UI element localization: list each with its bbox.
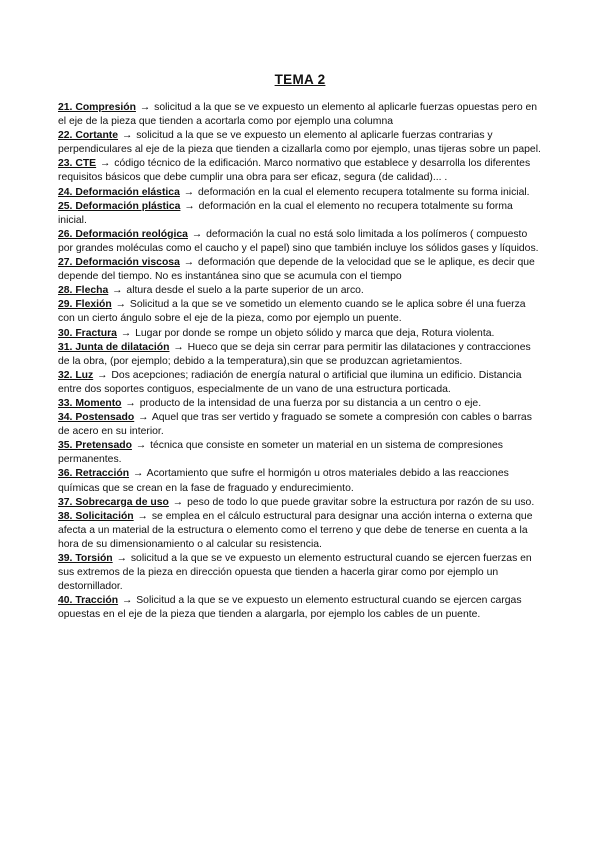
glossary-list (58, 101, 544, 622)
entry-term: 22. Cortante (58, 130, 119, 142)
arrow-icon: → (112, 285, 123, 297)
glossary-entry (58, 467, 544, 495)
arrow-icon: → (139, 102, 151, 113)
entry-definition: solicitud a la que se ve expuesto un elemento al aplicarle fuerzas opuestas pero en el eje de la pieza que tienden a acortarla como por ejemplo una columna (58, 102, 538, 128)
glossary-entry (58, 341, 544, 369)
arrow-icon: → (115, 299, 126, 311)
entry-term: 33. Momento (58, 397, 122, 409)
glossary-entry (58, 327, 544, 341)
arrow-icon: → (137, 510, 148, 522)
entry-definition: deformación la cual no está solo limitada a los polímeros ( compuesto por grandes moléculas como el caucho y el papel) sino que también incluye los sólidos gases y líquidos. (58, 228, 539, 254)
entry-definition: Lugar por donde se rompe un objeto sólido y marca que deja, Rotura violenta. (135, 327, 495, 339)
arrow-icon: → (138, 412, 149, 424)
entry-term: 30. Fractura (58, 327, 117, 339)
entry-term: 29. Flexión (58, 299, 112, 311)
entry-definition: solicitud a la que se ve expuesto un elemento estructural cuando se ejercen fuerzas en sus extremos de la pieza en dirección opuesta que tienden a hacerla girar como por ejemplo un destornillador. (58, 553, 532, 593)
entry-definition: Solicitud a la que se ve sometido un elemento cuando se le aplica sobre él una fuerza con un cierto ángulo sobre el eje de la pieza, como por ejemplo un puente. (58, 299, 526, 325)
entry-term: 37. Sobrecarga de uso (58, 496, 169, 508)
glossary-entry (58, 439, 544, 467)
glossary-entry (58, 186, 544, 200)
entry-term: 28. Flecha (58, 285, 109, 297)
glossary-entry (58, 157, 544, 185)
arrow-icon: → (97, 369, 108, 381)
entry-term: 38. Solicitación (58, 510, 134, 522)
entry-definition: Dos acepciones; radiación de energía natural o artificial que ilumina un edificio. Distancia entre dos soportes contiguos, especialmente de un vano de una estructura porticada. (58, 369, 522, 395)
entry-term: 36. Retracción (58, 468, 130, 480)
glossary-entry (58, 228, 544, 256)
glossary-entry (58, 101, 544, 129)
arrow-icon: → (135, 440, 147, 452)
arrow-icon: → (132, 468, 144, 480)
entry-term: 31. Junta de dilatación (58, 341, 170, 353)
entry-term: 21. Compresión (58, 102, 136, 113)
glossary-entry (58, 411, 544, 439)
glossary-entry (58, 594, 544, 622)
entry-term: 25. Deformación plástica (58, 200, 181, 212)
entry-definition: deformación en la cual el elemento no recupera totalmente su forma inicial. (58, 200, 513, 226)
glossary-entry (58, 298, 544, 326)
entry-definition: Aquel que tras ser vertido y fraguado se somete a compresión con cables o barras de acero en su interior. (58, 412, 532, 438)
arrow-icon: → (173, 341, 184, 353)
page-title: TEMA 2 (274, 72, 326, 87)
glossary-entry (58, 200, 544, 228)
arrow-icon: → (121, 595, 133, 607)
entry-definition: solicitud a la que se ve expuesto un elemento al aplicarle fuerzas contrarias y perpendiculares al eje de la pieza que tienden a cizallarla como por ejemplo, unas tijeras sobre un papel. (58, 130, 541, 156)
entry-term: 27. Deformación viscosa (58, 257, 180, 269)
glossary-entry (58, 284, 544, 298)
arrow-icon: → (121, 130, 133, 142)
entry-term: 40. Tracción (58, 595, 119, 607)
entry-definition: se emplea en el cálculo estructural para designar una acción interna o externa que afecta a un material de la estructura o elemento como el terreno y que debe de tenerse en cuenta a la hora de su dimensionamiento o al calcular su resistencia. (58, 510, 533, 550)
arrow-icon: → (184, 200, 195, 212)
glossary-entry (58, 256, 544, 284)
entry-definition: deformación en la cual el elemento recupera totalmente su forma inicial. (198, 186, 530, 198)
entry-term: 32. Luz (58, 369, 94, 381)
entry-definition: código técnico de la edificación. Marco normativo que establece y desarrolla los diferentes requisitos básicos que debe cumplir una obra para ser eficaz, segura (de calidad)... . (58, 158, 531, 184)
arrow-icon: → (100, 158, 111, 170)
glossary-entry (58, 129, 544, 157)
entry-term: 24. Deformación elástica (58, 186, 180, 198)
entry-definition: Solicitud a la que se ve expuesto un elemento estructural cuando se ejercen cargas opuestas en el eje de la pieza que tienden a alargarla, por ejemplo los cables de un puente. (58, 595, 522, 621)
entry-term: 39. Torsión (58, 553, 113, 564)
entry-term: 26. Deformación reológica (58, 228, 188, 240)
entry-definition: técnica que consiste en someter un material en un sistema de compresiones permanentes. (58, 440, 503, 466)
arrow-icon: → (172, 496, 184, 508)
entry-definition: producto de la intensidad de una fuerza por su distancia a un centro o eje. (139, 397, 482, 409)
arrow-icon: → (183, 186, 195, 198)
glossary-entry (58, 510, 544, 552)
entry-definition: Hueco que se deja sin cerrar para permitir las dilataciones y contracciones de la obra, (por ejemplo; debido a la temperatura),sin que se produzcan agrietamientos. (58, 341, 531, 367)
arrow-icon: → (125, 397, 136, 409)
arrow-icon: → (191, 228, 203, 240)
entry-term: 34. Postensado (58, 412, 135, 424)
glossary-entry (58, 552, 544, 594)
entry-definition: Acortamiento que sufre el hormigón u otros materiales debido a las reacciones químicas que se crean en la fase de fraguado y endurecimiento. (58, 468, 509, 494)
arrow-icon: → (183, 257, 195, 269)
glossary-entry (58, 397, 544, 411)
entry-definition: peso de todo lo que puede gravitar sobre la estructura por razón de su uso. (187, 496, 535, 508)
entry-definition: altura desde el suelo a la parte superior de un arco. (126, 285, 364, 297)
glossary-entry (58, 369, 544, 397)
entry-definition: deformación que depende de la velocidad que se le aplique, es decir que depende del tiempo. No es instantánea sino que se acumula con el tiempo (58, 257, 535, 283)
arrow-icon: → (116, 553, 127, 564)
entry-term: 35. Pretensado (58, 440, 132, 452)
entry-term: 23. CTE (58, 158, 97, 170)
glossary-entry (58, 496, 544, 510)
arrow-icon: → (120, 327, 132, 339)
